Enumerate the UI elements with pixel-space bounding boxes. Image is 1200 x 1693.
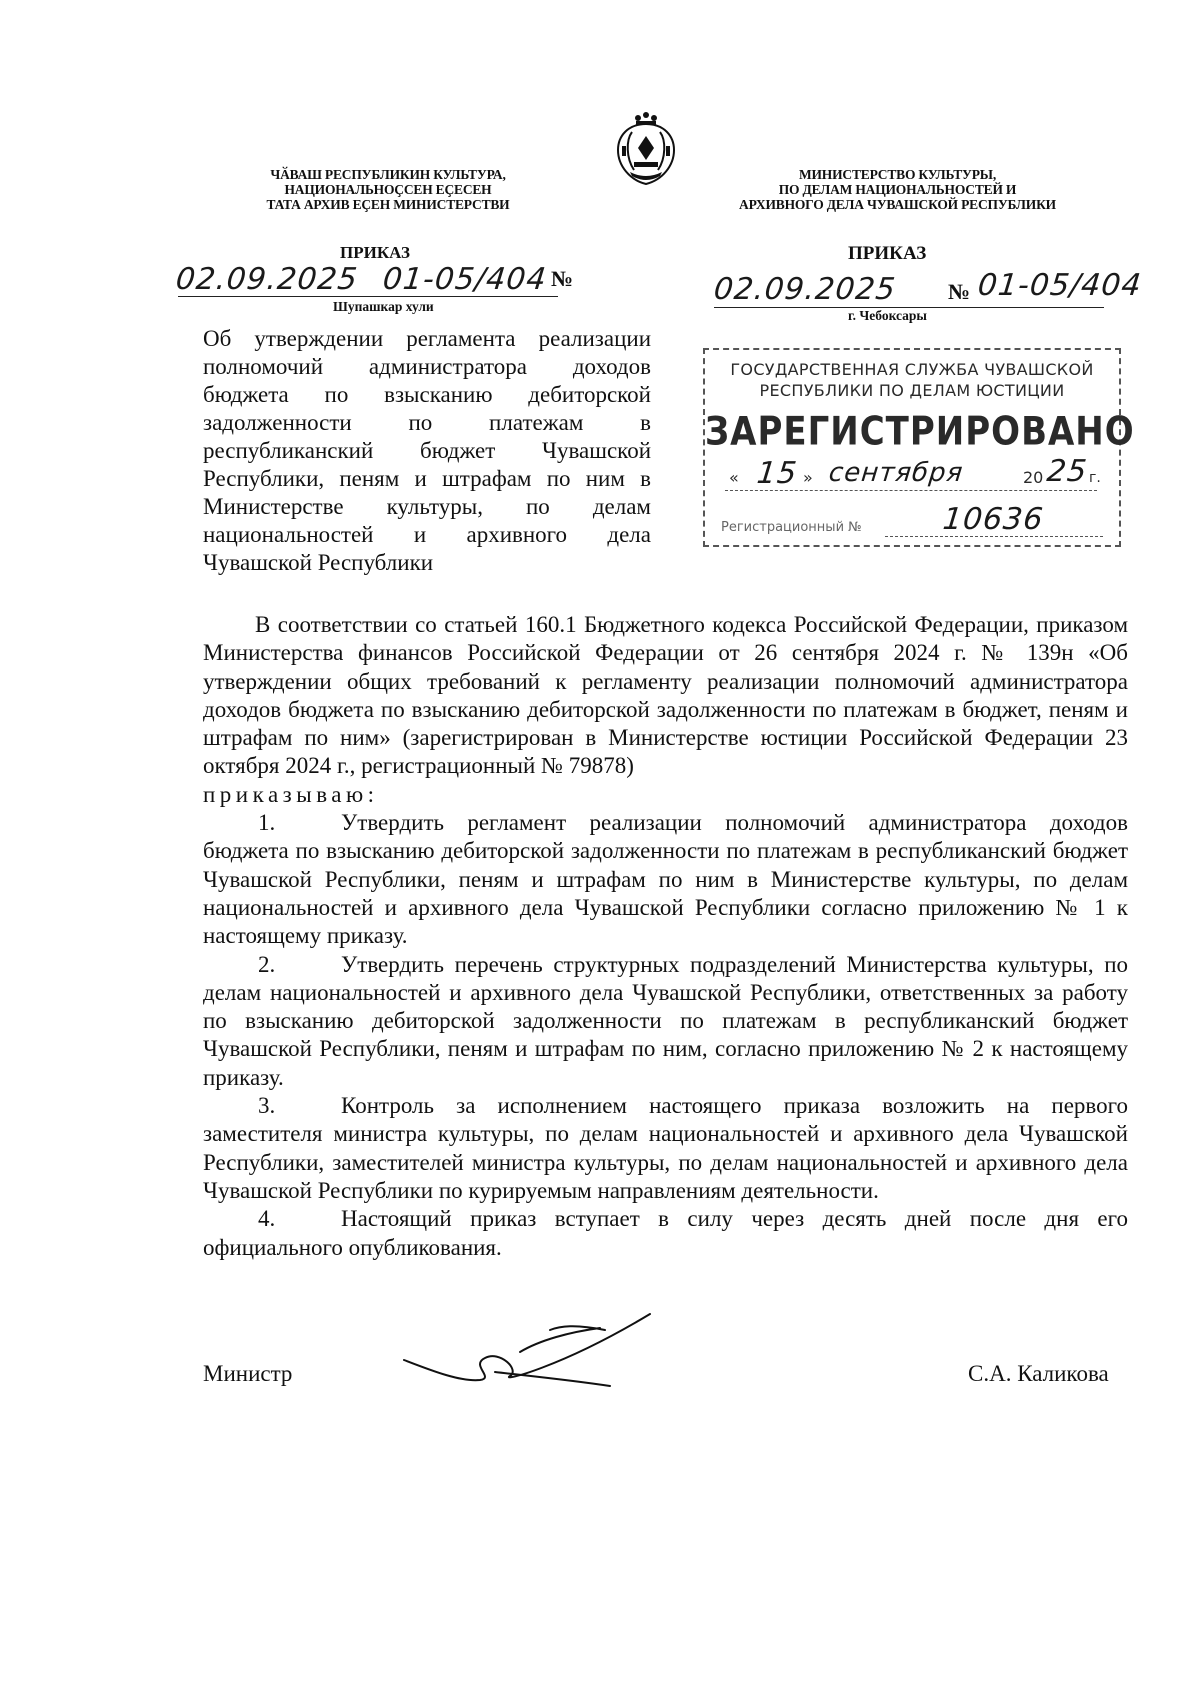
order-left-title: ПРИКАЗ — [340, 243, 410, 262]
signature-name: С.А. Каликова — [968, 1361, 1109, 1386]
subject-line: Об утверждении регламента реализации — [203, 326, 651, 351]
item-text: Утвердить регламент реализации полномочий администратора доходов бюджета по взысканию дебиторской задолженности по платежам в республиканский бюджет Чувашской Республики, пеням и штрафам по ним в Министерстве культуры, по делам национальностей и архивного дела Чувашской Республики согласно приложению № 1 к настоящему приказу. — [203, 810, 1128, 949]
subject-line: Министерстве культуры, по делам — [203, 494, 651, 519]
order-body — [203, 611, 1128, 1262]
header-right-org — [705, 167, 1090, 212]
stamp-date-year-prefix: 20 — [1023, 468, 1044, 487]
body-command — [203, 781, 1128, 809]
registration-stamp — [703, 348, 1135, 547]
chuvash-coat-of-arms-icon — [608, 110, 684, 188]
order-right-title: ПРИКАЗ — [848, 243, 927, 264]
subject-line: национальностей и архивного дела — [203, 522, 651, 547]
header-left-line: ТАТА АРХИВ ЕҪЕН МИНИСТЕРСТВИ — [266, 197, 510, 212]
header-left-line: НАЦИОНАЛЬНОҪСЕН ЕҪЕСЕН — [284, 182, 492, 197]
body-item — [203, 809, 1128, 950]
item-text: Настоящий приказ вступает в силу через десять дней после дня его официального опубликования. — [203, 1206, 1128, 1260]
stamp-reg-underline — [885, 536, 1103, 537]
order-right-number: 01-05/404 — [976, 268, 1144, 303]
item-text: Контроль за исполнением настоящего приказа возложить на первого заместителя министра культуры, по делам национальностей и архивного дела Чувашской Республики, заместителей министра культуры, по делам национальностей и архивного дела Чувашской Республики по курируемым направлениям деятельности. — [203, 1093, 1128, 1203]
stamp-date-month: сентября — [827, 458, 965, 488]
item-number: 1. — [258, 810, 276, 836]
handwritten-signature-icon — [400, 1310, 660, 1390]
body-item — [203, 1092, 1128, 1205]
stamp-status: ЗАРЕГИСТРИРОВАНО — [705, 409, 1135, 455]
header-right-line: АРХИВНОГО ДЕЛА ЧУВАШСКОЙ РЕСПУБЛИКИ — [739, 197, 1056, 212]
item-number: 2. — [258, 951, 276, 977]
header-left-org — [218, 167, 558, 212]
stamp-date-prefix: « — [729, 468, 739, 487]
stamp-date-year-suffix: 25 — [1045, 454, 1090, 489]
body-item — [203, 1205, 1128, 1262]
stamp-line-2: РЕСПУБЛИКИ ПО ДЕЛАМ ЮСТИЦИИ — [759, 381, 1065, 400]
stamp-date-row — [705, 454, 1119, 498]
signature-position: Министр — [203, 1361, 293, 1386]
stamp-reg-row — [705, 502, 1119, 542]
item-number: 3. — [258, 1093, 276, 1119]
item-number: 4. — [258, 1206, 276, 1232]
stamp-reg-number: 10636 — [941, 502, 1046, 537]
header-left-line: ЧӐВАШ РЕСПУБЛИКИН КУЛЬТУРА, — [270, 167, 506, 182]
order-left-place: Шупашкар хули — [333, 299, 434, 314]
order-right-date: 02.09.2025 — [712, 272, 898, 307]
stamp-line-1: ГОСУДАРСТВЕННАЯ СЛУЖБА ЧУВАШСКОЙ — [730, 360, 1094, 379]
header-right-line: ПО ДЕЛАМ НАЦИОНАЛЬНОСТЕЙ И — [778, 182, 1017, 197]
subject-line: республиканский бюджет Чувашской — [203, 438, 651, 463]
body-preamble: В соответствии со статьей 160.1 Бюджетного кодекса Российской Федерации, приказом Министерства финансов Российской Федерации от 26 сентября 2024 г. № 139н «Об утверждении общих требований к регламенту реализации полномочий администратора доходов бюджета по взысканию дебиторской задолженности по платежам в бюджет, пеням и штрафам по ним» (зарегистрирован в Министерстве юстиции Российской Федерации 23 октября 2024 г., регистрационный № 79878) — [203, 612, 1128, 779]
header-right-line: МИНИСТЕРСТВО КУЛЬТУРЫ, — [798, 167, 997, 182]
subject-line: Республики, пеням и штрафам по ним в — [203, 466, 651, 491]
signature-image — [400, 1310, 660, 1390]
subject-line: бюджета по взысканию дебиторской — [203, 382, 651, 407]
stamp-date-mid: » — [803, 468, 813, 487]
item-text: Утвердить перечень структурных подразделений Министерства культуры, по делам национальностей и архивного дела Чувашской Республики, ответственных за работу по взысканию дебиторской задолженности по платежам в республиканский бюджет Чувашской Республики, пеням и штрафам по ним, согласно приложению № 2 к настоящему приказу. — [203, 951, 1128, 1090]
body-item — [203, 951, 1128, 1092]
order-left-number: 01-05/404 — [381, 262, 549, 297]
command-word: приказываю: — [203, 781, 379, 807]
emblem — [608, 110, 684, 188]
order-right-place: г. Чебоксары — [848, 308, 927, 323]
order-left-date: 02.09.2025 — [174, 262, 360, 297]
subject-line: Чувашской Республики — [203, 550, 434, 575]
subject-line: полномочий администратора доходов — [203, 354, 651, 379]
stamp-date-day: 15 — [755, 456, 800, 491]
order-right-number-sign: № — [948, 279, 971, 304]
order-subject — [203, 325, 651, 577]
subject-line: задолженности по платежам в — [203, 410, 651, 435]
order-left-date-underline — [178, 296, 558, 297]
order-left-number-sign: № — [551, 266, 574, 291]
stamp-date-suffix: г. — [1089, 470, 1101, 486]
stamp-date-underline — [725, 490, 1097, 491]
stamp-reg-label: Регистрационный № — [721, 520, 862, 535]
